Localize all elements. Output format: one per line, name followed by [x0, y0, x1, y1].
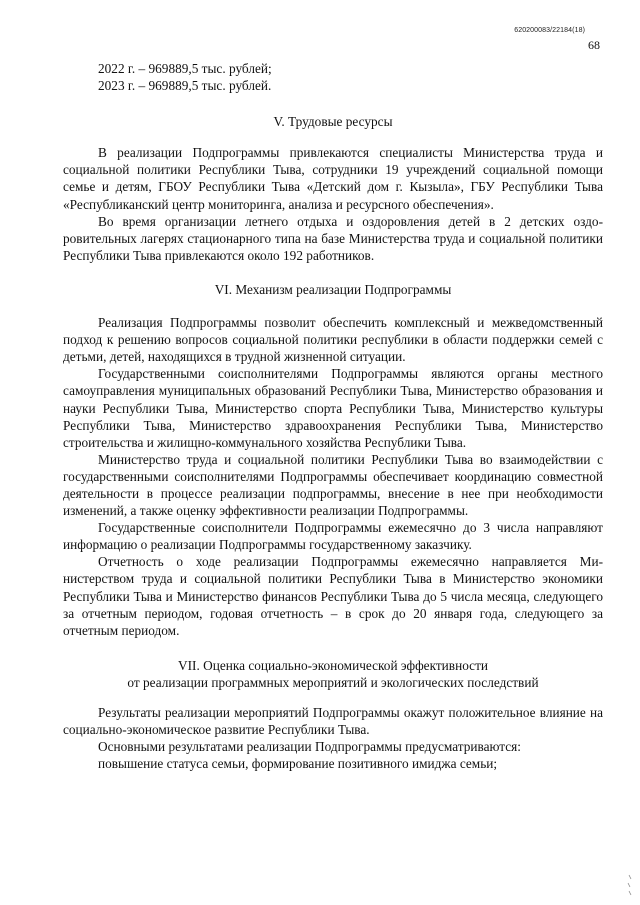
section-7-paragraph-3: повышение статуса семьи, формирование позитивного имиджа семьи; — [98, 756, 498, 772]
section-7-heading-line-2: от реализации программных мероприятий и экологических последствий — [127, 674, 539, 690]
section-6-paragraph-2: Государственными соисполнителями Подпрограммы являются органы местного самоуправления муниципальных образований Республики Тыва, Министерство образования и науки Республики Тыва, Министерство спорта Республики Тыва, Министерство культуры Республики Тыва, Министерство здравоохранения Республики Тыва, Министерство строительства и жилищно-коммунального хозяйства Республики Тыва. — [63, 366, 603, 450]
section-7-paragraph-1: Результаты реализации мероприятий Подпрограммы окажут положительное влияние на социально-экономическое развитие Республики Тыва. — [63, 705, 603, 738]
document-id: 620200083/22184(18) — [514, 27, 585, 34]
section-6-paragraph-4: Государственные соисполнители Подпрограммы ежемесячно до 3 числа направляют информацию о реализации Подпрограммы государственному заказчику. — [63, 520, 603, 553]
section-7-paragraph-2: Основными результатами реализации Подпрограммы предусматриваются: — [98, 739, 521, 755]
section-6-paragraph-1: Реализация Подпрограммы позволит обеспечить комплексный и межведомственный подход к решению вопросов социальной политики республики в области поддержки семей с детьми, детей, находящихся в трудной жизненной ситуации. — [63, 315, 603, 365]
section-7-heading-line-1: VII. Оценка социально-экономической эффективности — [178, 657, 488, 673]
document-body — [63, 60, 603, 772]
section-6-paragraph-3: Министерство труда и социальной политики Республики Тыва во взаимодействии с государственными соисполнителями Подпрограммы обеспечивает координацию совместной деятельности в процессе реализации подпрограммы, внесение в нее при необходимости изменений, а также оценку эффективности реализации Подпрограммы. — [63, 451, 603, 519]
section-6-paragraph-5: Отчетность о ходе реализации Подпрограммы ежемесячно направляется Министерством труда и социальной политики Республики Тыва в Министерство экономики Республики Тыва и Министерство финансов Республики Тыва до 5 числа месяца, следующего за отчетным периодом, годовая отчетность – в срок до 20 января года, следующего за отчетным периодом. — [63, 554, 603, 638]
section-5-heading: V. Трудовые ресурсы — [273, 114, 393, 130]
budget-line-2022: 2022 г. – 969889,5 тыс. рублей; — [98, 61, 272, 76]
section-5-paragraph-2: Во время организации летнего отдыха и оздоровления детей в 2 детских оздоровительных лагерях стационарного типа на базе Министерства труда и социальной политики Республики Тыва привлекаются около 192 работников. — [63, 213, 603, 263]
section-6-heading: VI. Механизм реализации Подпрограммы — [214, 281, 452, 297]
budget-line-2023: 2023 г. – 969889,5 тыс. рублей. — [98, 78, 272, 94]
section-5-paragraph-1: В реализации Подпрограммы привлекаются специалисты Министерства труда и социальной политики Республики Тыва, сотрудники 19 учреждений социальной помощи семье и детям, ГБОУ Республики Тыва «Детский дом г. Кызыла», ГБУ Республики Тыва «Республиканский центр мониторинга, анализа и ресурсного обеспечения». — [63, 145, 603, 212]
page-number: 68 — [588, 38, 600, 52]
scan-artifact-mark — [626, 873, 634, 897]
